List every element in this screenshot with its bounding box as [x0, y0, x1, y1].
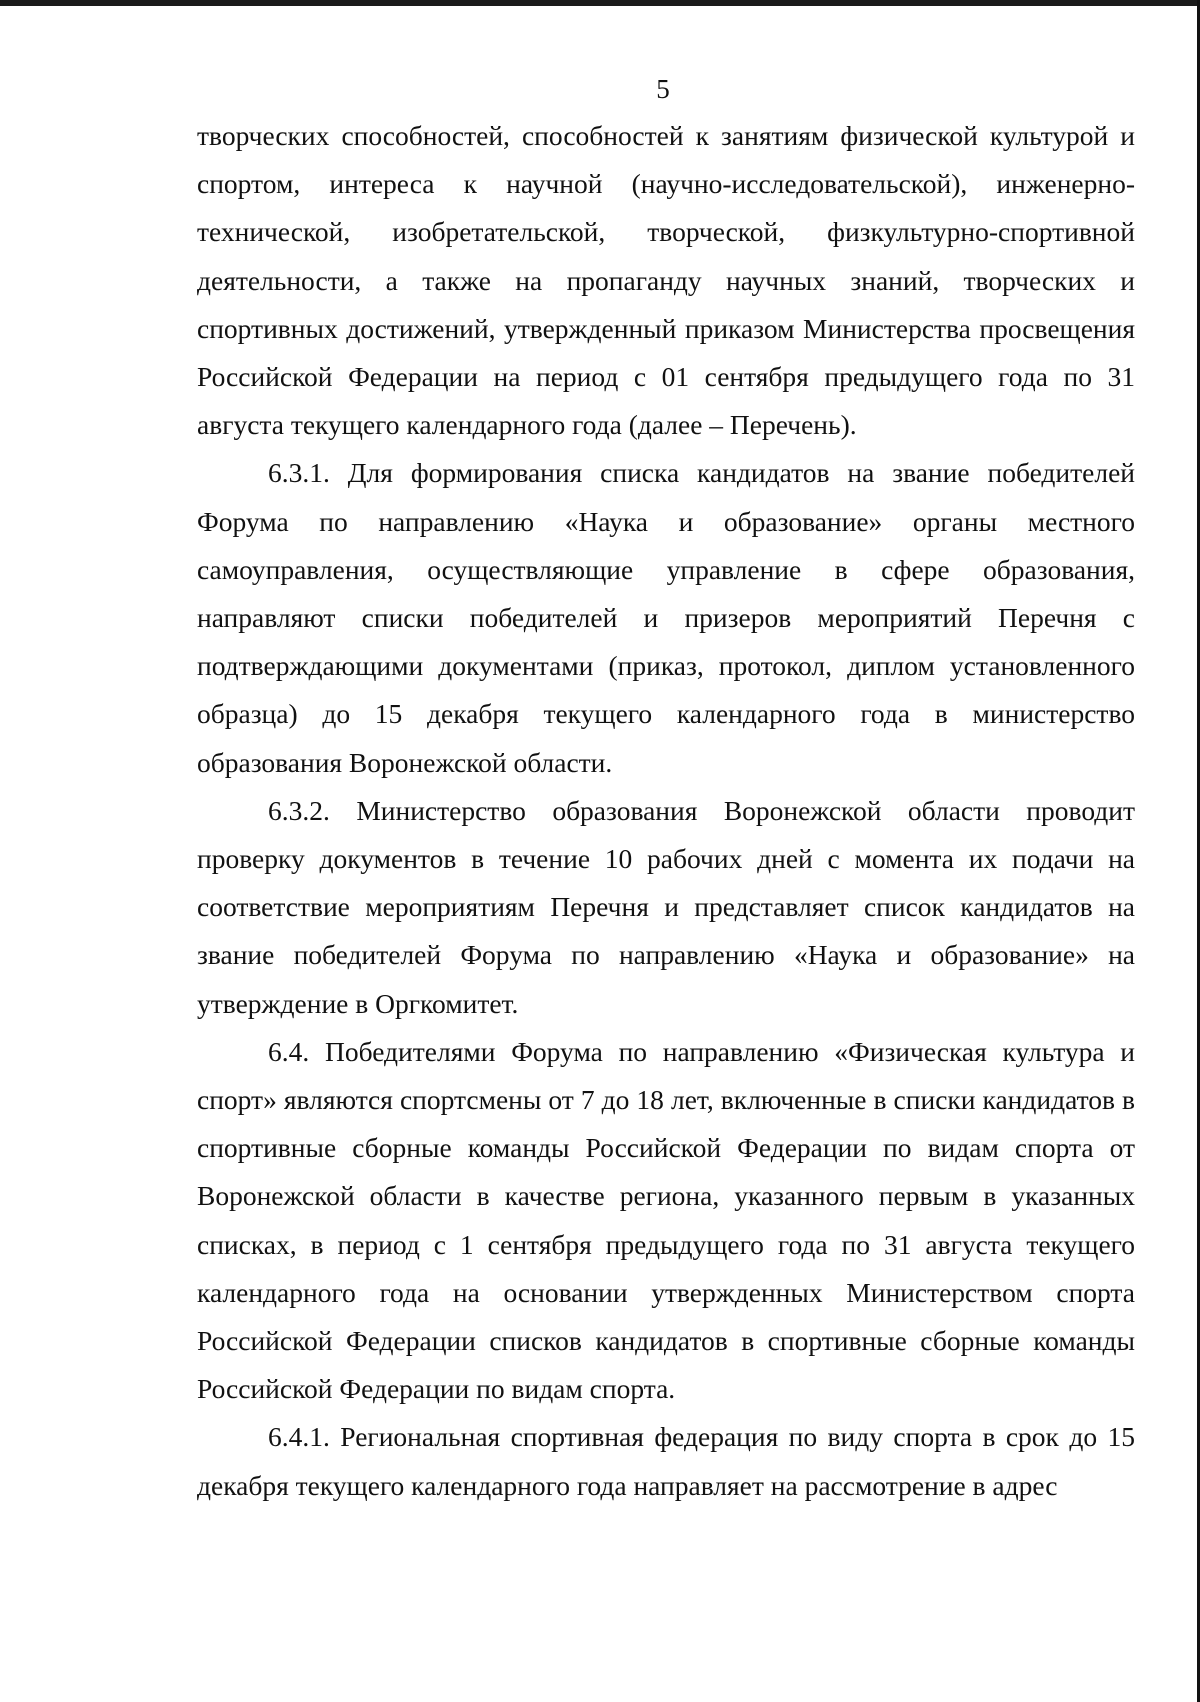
document-body: [197, 112, 1135, 1510]
page-number: 5: [656, 74, 670, 104]
scan-border-top: [0, 0, 1200, 6]
paragraph-6-3-2: 6.3.2. Министерство образования Воронежской области проводит проверку документов в течение 10 рабочих дней с момента их подачи на соответствие мероприятиям Перечня и представляет список кандидатов на звание победителей Форума по направлению «Наука и образование» на утверждение в Оргкомитет.: [197, 794, 1135, 1019]
paragraph-6-3-1: 6.3.1. Для формирования списка кандидатов на звание победителей Форума по направлению «Наука и образование» органы местного самоуправления, осуществляющие управление в сфере образования, направляют списки победителей и призеров мероприятий Перечня с подтверждающими документами (приказ, протокол, диплом установленного образца) до 15 декабря текущего календарного года в министерство образования Воронежской области.: [197, 457, 1135, 778]
paragraph-6-4-1: 6.4.1. Региональная спортивная федерация по виду спорта в срок до 15 декабря текущего календарного года направляет на рассмотрение в адрес: [197, 1421, 1135, 1501]
paragraph-continuation: творческих способностей, способностей к занятиям физической культурой и спортом, интереса к научной (научно-исследовательской), инженерно-технической, изобретательской, творческой, физкультурно-спортивной деятельности, а также на пропаганду научных знаний, творческих и спортивных достижений, утвержденный приказом Министерства просвещения Российской Федерации на период с 01 сентября предыдущего года по 31 августа текущего календарного года (далее – Перечень).: [197, 120, 1135, 441]
paragraph-6-4: 6.4. Победителями Форума по направлению «Физическая культура и спорт» являются спортсмены от 7 до 18 лет, включенные в списки кандидатов в спортивные сборные команды Российской Федерации по видам спорта от Воронежской области в качестве региона, указанного первым в указанных списках, в период с 1 сентября предыдущего года по 31 августа текущего календарного года на основании утвержденных Министерством спорта Российской Федерации списков кандидатов в спортивные сборные команды Российской Федерации по видам спорта.: [197, 1035, 1135, 1405]
